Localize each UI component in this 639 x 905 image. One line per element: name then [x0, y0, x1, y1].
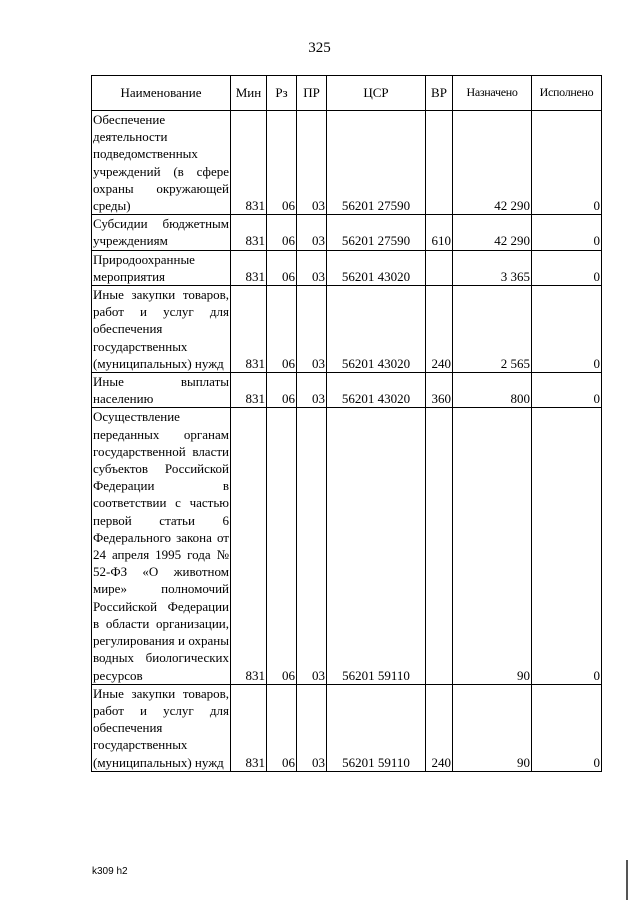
row-name: Иные закупки товаров, работ и услуг для обеспечения государственных (муниципальных) нужд — [93, 685, 229, 770]
row-assigned: 2 565 — [453, 286, 532, 373]
table-row — [92, 684, 602, 771]
row-executed: 0 — [532, 111, 602, 215]
row-name: Обеспечение деятельности подведомственных учреждений (в сфере охраны окружающей среды) — [93, 112, 229, 214]
row-vr: 360 — [426, 373, 453, 408]
row-rz: 06 — [267, 408, 297, 684]
row-min: 831 — [231, 286, 267, 373]
footer-code: k309 h2 — [92, 866, 128, 877]
header-rz: Рз — [267, 76, 297, 111]
row-executed: 0 — [532, 286, 602, 373]
row-rz: 06 — [267, 373, 297, 408]
row-rz: 06 — [267, 684, 297, 771]
table-row — [92, 250, 602, 285]
row-min: 831 — [231, 408, 267, 684]
table-row — [92, 215, 602, 250]
row-executed: 0 — [532, 373, 602, 408]
row-csr: 56201 59110 — [327, 408, 426, 684]
row-vr — [426, 250, 453, 285]
row-rz: 06 — [267, 111, 297, 215]
header-csr: ЦСР — [327, 76, 426, 111]
row-executed: 0 — [532, 684, 602, 771]
row-assigned: 90 — [453, 408, 532, 684]
row-vr: 240 — [426, 286, 453, 373]
table-row — [92, 286, 602, 373]
table-row — [92, 373, 602, 408]
row-name: Субсидии бюджетным учреждениям — [93, 216, 229, 249]
page-number: 325 — [308, 40, 331, 56]
row-vr: 240 — [426, 684, 453, 771]
row-assigned: 42 290 — [453, 215, 532, 250]
row-min: 831 — [231, 373, 267, 408]
scan-edge-mark — [626, 860, 628, 900]
header-vr: ВР — [426, 76, 453, 111]
table-row — [92, 408, 602, 684]
row-pr: 03 — [297, 215, 327, 250]
row-csr: 56201 27590 — [327, 111, 426, 215]
row-min: 831 — [231, 684, 267, 771]
row-name: Природоохранные мероприятия — [92, 250, 231, 285]
row-rz: 06 — [267, 250, 297, 285]
row-vr — [426, 111, 453, 215]
row-min: 831 — [231, 215, 267, 250]
row-vr — [426, 408, 453, 684]
row-assigned: 42 290 — [453, 111, 532, 215]
row-csr: 56201 27590 — [327, 215, 426, 250]
budget-table — [91, 75, 602, 772]
header-assigned: Назначено — [453, 76, 532, 111]
header-min: Мин — [231, 76, 267, 111]
header-pr: ПР — [297, 76, 327, 111]
row-assigned: 3 365 — [453, 250, 532, 285]
table-header-row — [92, 76, 602, 111]
row-vr: 610 — [426, 215, 453, 250]
table-row — [92, 111, 602, 215]
row-min: 831 — [231, 250, 267, 285]
row-pr: 03 — [297, 373, 327, 408]
row-csr: 56201 43020 — [327, 250, 426, 285]
row-pr: 03 — [297, 684, 327, 771]
row-assigned: 800 — [453, 373, 532, 408]
row-name: Осуществление переданных органам государственной власти субъектов Российской Федерации в соответствии с частью первой статьи 6 Федерального закона от 24 апреля 1995 года № 52-ФЗ «О животном мире» полномочий Российской Федерации в области организации, регулирования и охраны водных биологических ресурсов — [93, 409, 229, 683]
row-executed: 0 — [532, 408, 602, 684]
row-assigned: 90 — [453, 684, 532, 771]
row-rz: 06 — [267, 215, 297, 250]
row-rz: 06 — [267, 286, 297, 373]
row-name: Иные выплаты населению — [93, 374, 229, 407]
row-min: 831 — [231, 111, 267, 215]
row-pr: 03 — [297, 250, 327, 285]
row-csr: 56201 43020 — [327, 286, 426, 373]
row-csr: 56201 43020 — [327, 373, 426, 408]
row-csr: 56201 59110 — [327, 684, 426, 771]
row-name: Иные закупки товаров, работ и услуг для обеспечения государственных (муниципальных) нужд — [93, 287, 229, 371]
row-pr: 03 — [297, 286, 327, 373]
header-executed: Исполнено — [532, 76, 602, 111]
row-pr: 03 — [297, 111, 327, 215]
row-executed: 0 — [532, 250, 602, 285]
row-executed: 0 — [532, 215, 602, 250]
header-name: Наименование — [92, 76, 231, 111]
row-pr: 03 — [297, 408, 327, 684]
